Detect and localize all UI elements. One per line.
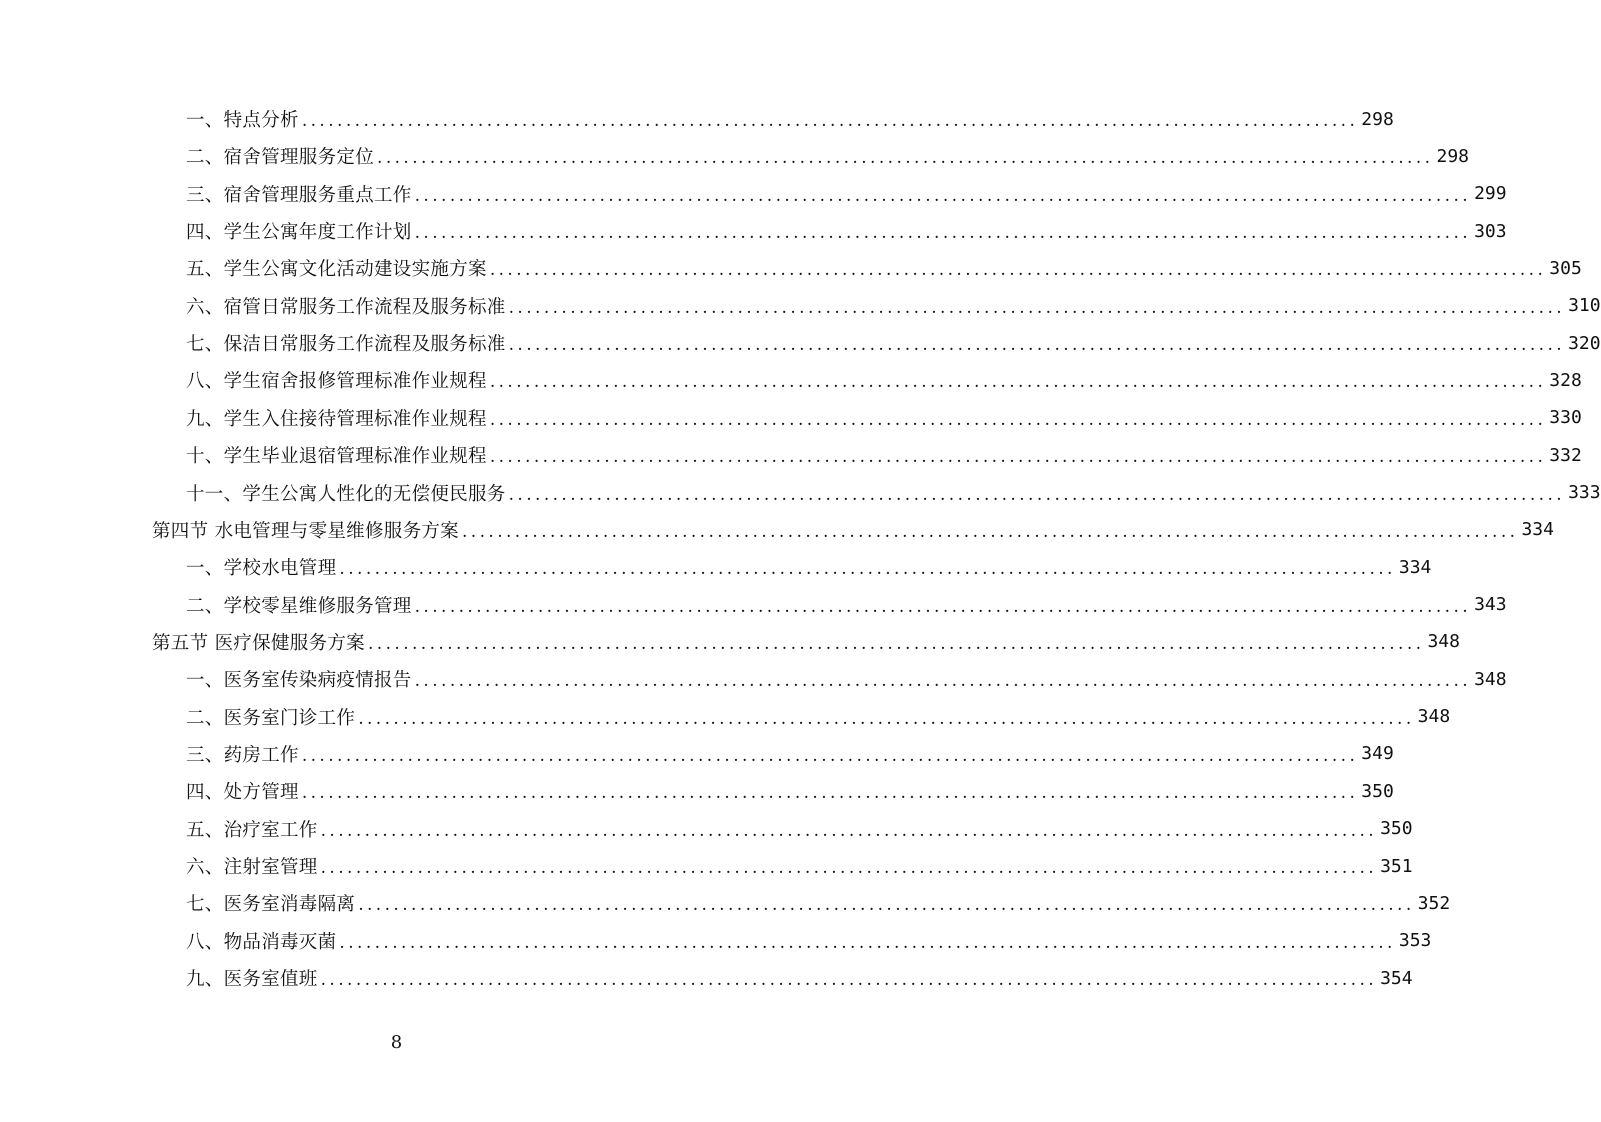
toc-entry-page: 299 [1474, 183, 1507, 205]
toc-entry-page: 343 [1474, 594, 1507, 616]
toc-entry-title: 一、学校水电管理 [186, 558, 337, 580]
toc-entry-title: 八、物品消毒灭菌 [186, 931, 337, 953]
toc-entry-title: 三、药房工作 [186, 744, 299, 766]
toc-entry[interactable] [186, 590, 1507, 620]
dot-leader: ........................................................................................................................ [301, 111, 1359, 131]
dot-leader: ........................................................................................................................ [320, 970, 1378, 991]
dot-leader: ........................................................................................................................ [301, 783, 1359, 804]
toc-entry[interactable] [186, 179, 1507, 209]
toc-entry-page: 305 [1549, 257, 1582, 279]
toc-entry-page: 320 [1568, 332, 1601, 354]
dot-leader: ........................................................................................................................ [414, 596, 1472, 617]
toc-entry[interactable] [186, 403, 1582, 433]
toc-entry-title: 十、学生毕业退宿管理标准作业规程 [186, 446, 487, 468]
toc-entry[interactable] [186, 328, 1601, 358]
dot-leader: ........................................................................................................................ [508, 484, 1566, 505]
toc-entry-page: 303 [1474, 220, 1507, 242]
toc-entry-page: 353 [1398, 930, 1432, 952]
toc-entry[interactable] [186, 739, 1394, 769]
dot-leader: ........................................................................................................................ [489, 260, 1547, 281]
toc-entry-title: 十一、学生公寓人性化的无偿便民服务 [186, 483, 506, 505]
toc-entry[interactable] [186, 776, 1394, 806]
toc-entry-title: 五、治疗室工作 [186, 819, 318, 841]
toc-entry[interactable] [186, 440, 1582, 470]
toc-entry[interactable] [186, 104, 1394, 134]
toc-entry-title: 六、注射室管理 [186, 857, 318, 878]
page-number: 8 [390, 1032, 403, 1053]
toc-entry-page: 334 [1398, 556, 1432, 578]
toc-entry[interactable] [186, 365, 1582, 395]
toc-entry-title: 九、学生入住接待管理标准作业规程 [186, 408, 487, 430]
dot-leader: ........................................................................................................................ [377, 148, 1434, 169]
toc-entry-title: 二、学校零星维修服务管理 [186, 595, 412, 617]
toc-entry[interactable] [186, 851, 1413, 881]
toc-entry-title: 四、学生公寓年度工作计划 [186, 222, 412, 244]
toc-entry-title: 二、宿舍管理服务定位 [186, 147, 375, 169]
toc-entry-title: 三、宿舍管理服务重点工作 [186, 184, 412, 206]
toc-entry-page: 328 [1549, 369, 1582, 391]
toc-entry-page: 298 [1436, 145, 1469, 167]
dot-leader: ........................................................................................................................ [339, 932, 1396, 953]
toc-entry-page: 351 [1380, 855, 1413, 877]
toc-entry-title: 七、医务室消毒隔离 [186, 894, 356, 916]
toc-entry-title: 五、学生公寓文化活动建设实施方案 [186, 259, 487, 281]
toc-entry-page: 298 [1361, 108, 1394, 130]
toc-entry-title: 二、医务室门诊工作 [186, 707, 356, 729]
dot-leader: ........................................................................................................................ [301, 745, 1359, 766]
toc-entry-title: 八、学生宿舍报修管理标准作业规程 [186, 371, 487, 393]
dot-leader: ........................................................................................................................ [367, 633, 1425, 654]
toc-section-entry[interactable] [152, 627, 1460, 657]
dot-leader: ........................................................................................................................ [489, 447, 1547, 468]
toc-entry-page: 349 [1361, 743, 1394, 765]
toc-entry-page: 333 [1568, 482, 1601, 503]
toc-entry-page: 332 [1549, 444, 1582, 466]
toc-entry[interactable] [186, 664, 1507, 694]
toc-entry-title: 第五节 医疗保健服务方案 [152, 632, 365, 654]
toc-section-entry[interactable] [152, 515, 1554, 545]
toc-entry-page: 334 [1521, 519, 1554, 541]
toc-entry[interactable] [186, 291, 1601, 321]
dot-leader: ........................................................................................................................ [320, 820, 1378, 841]
dot-leader: ........................................................................................................................ [489, 372, 1547, 393]
dot-leader: ........................................................................................................................ [358, 708, 1415, 729]
dot-leader: ........................................................................................................................ [358, 895, 1415, 916]
toc-entry[interactable] [186, 963, 1413, 993]
toc-entry[interactable] [186, 141, 1469, 171]
toc-entry-page: 348 [1474, 668, 1507, 690]
dot-leader: ........................................................................................................................ [414, 185, 1472, 206]
dot-leader: ........................................................................................................................ [508, 335, 1566, 356]
toc-entry-title: 一、医务室传染病疫情报告 [186, 670, 412, 692]
toc-entry-page: 310 [1568, 295, 1601, 317]
toc-entry-page: 352 [1417, 892, 1451, 914]
toc-entry-title: 一、特点分析 [186, 110, 299, 131]
dot-leader: ........................................................................................................................ [320, 858, 1378, 878]
dot-leader: ........................................................................................................................ [414, 671, 1472, 692]
toc-entry-page: 350 [1361, 780, 1394, 802]
toc-entry[interactable] [186, 216, 1507, 246]
toc-entry-title: 七、保洁日常服务工作流程及服务标准 [186, 334, 506, 356]
toc-entry-title: 四、处方管理 [186, 782, 299, 804]
dot-leader: ........................................................................................................................ [508, 297, 1566, 318]
toc-entry-title: 第四节 水电管理与零星维修服务方案 [152, 520, 459, 542]
toc-entry-page: 348 [1417, 706, 1451, 728]
dot-leader: ........................................................................................................................ [339, 559, 1396, 580]
toc-entry[interactable] [186, 888, 1451, 918]
toc-entry-title: 九、医务室值班 [186, 969, 318, 991]
toc-entry[interactable] [186, 926, 1432, 956]
toc-entry-page: 330 [1549, 407, 1582, 429]
toc-entry-title: 六、宿管日常服务工作流程及服务标准 [186, 296, 506, 318]
dot-leader: ........................................................................................................................ [461, 521, 1519, 542]
toc-entry[interactable] [186, 702, 1451, 732]
toc-entry[interactable] [186, 478, 1601, 508]
toc-entry[interactable] [186, 552, 1432, 582]
toc-entry-page: 350 [1380, 818, 1413, 840]
toc-entry[interactable] [186, 814, 1413, 844]
dot-leader: ........................................................................................................................ [489, 409, 1547, 430]
toc-entry[interactable] [186, 253, 1582, 283]
dot-leader: ........................................................................................................................ [414, 223, 1472, 244]
toc-entry-page: 354 [1380, 967, 1413, 989]
toc-entry-page: 348 [1427, 631, 1460, 653]
